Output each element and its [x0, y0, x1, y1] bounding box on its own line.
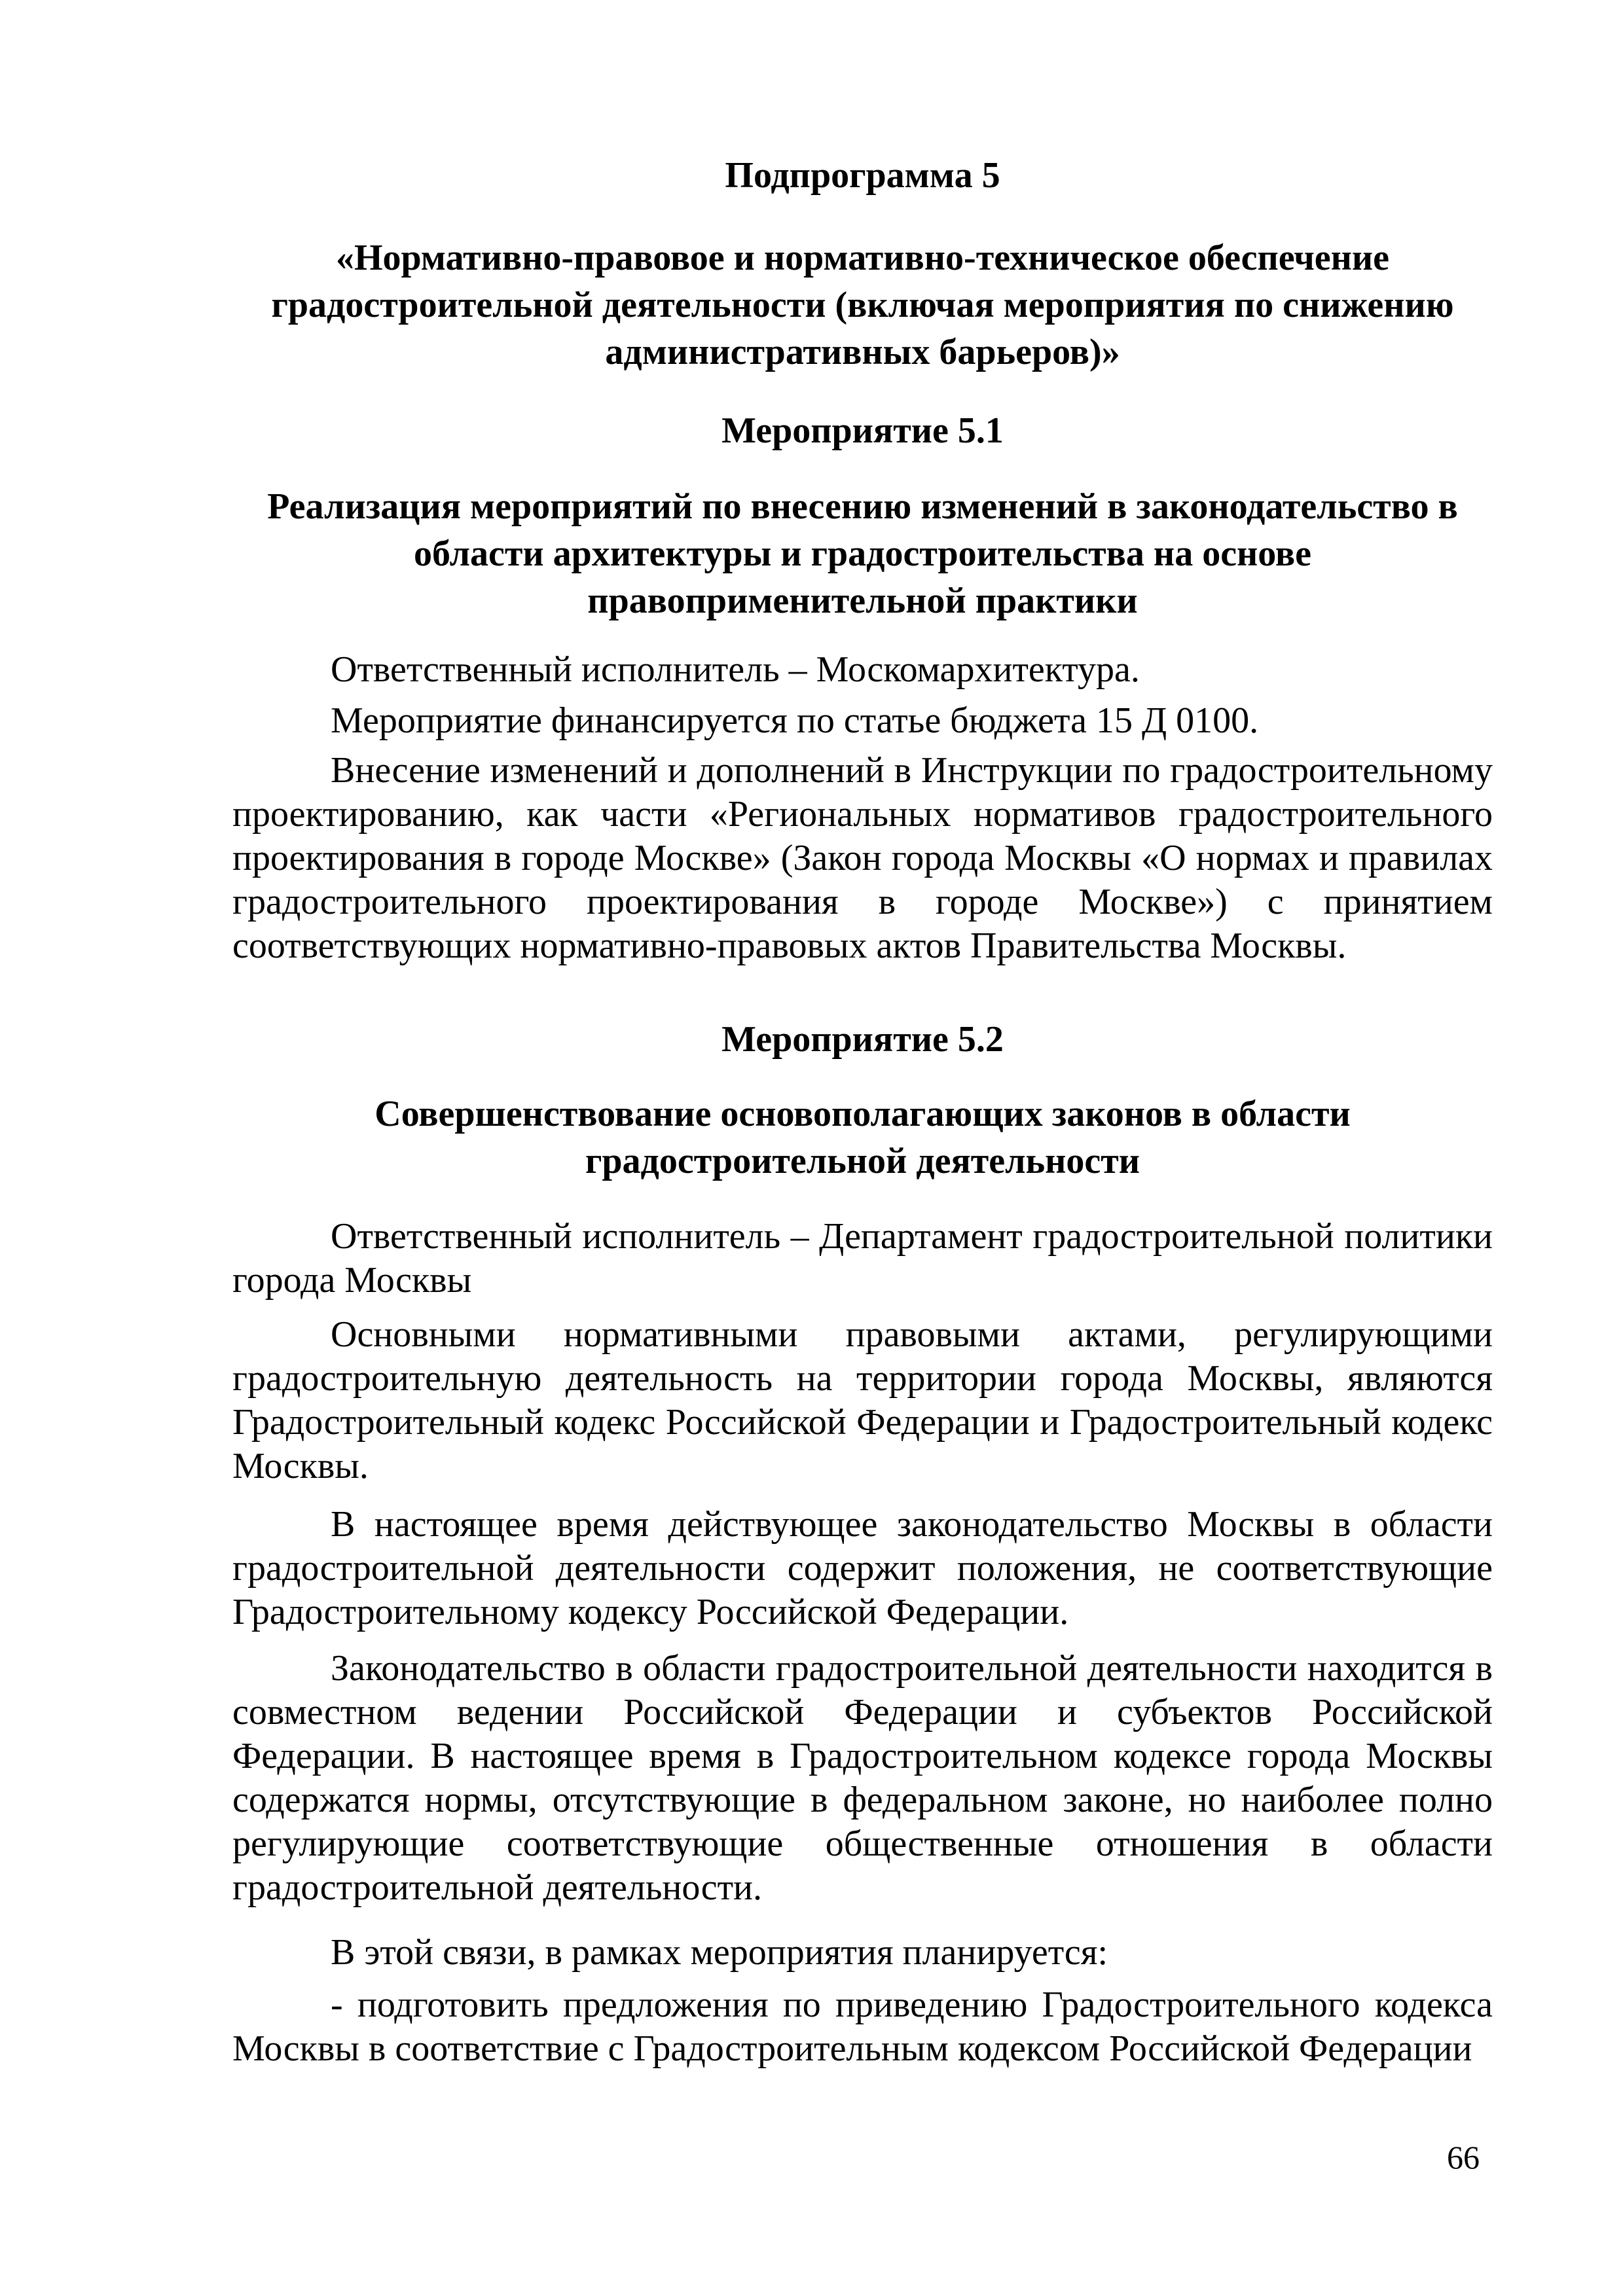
- measure-5-1-responsible: Ответственный исполнитель – Москомархитектура.: [331, 649, 1140, 690]
- measure-5-2-paragraph: В настоящее время действующее законодательство Москвы в области градостроительной деятельности содержит положения, не соответствующие Градостроительному кодексу Российской Федерации.: [232, 1504, 1493, 1632]
- measure-5-2-paragraph: Основными нормативными правовыми актами, регулирующими градостроительную деятельность на территории города Москвы, являются Градостроительный кодекс Российской Федерации и Градостроительный кодекс Москвы.: [232, 1314, 1493, 1486]
- measure-5-1-financing: Мероприятие финансируется по статье бюджета 15 Д 0100.: [331, 700, 1259, 741]
- subprogram-title: «Нормативно-правовое и нормативно-техническое обеспечение градостроительной деятельности (включая мероприятия по снижению административных барьеров)»: [271, 238, 1454, 372]
- document-page: [232, 0, 1493, 2296]
- measure-5-1-text: Внесение изменений и дополнений в Инструкции по градостроительному проектированию, как части «Региональных нормативов градостроительного проектирования в городе Москве» (Закон города Москвы «О нормах и правилах градостроительного проектирования в городе Москве») с принятием соответствующих нормативно-правовых актов Правительства Москвы.: [232, 750, 1493, 966]
- page-number: 66: [1447, 2139, 1480, 2176]
- measure-5-2-paragraph: - подготовить предложения по приведению Градостроительного кодекса Москвы в соответствие с Градостроительным кодексом Российской Федерации: [232, 1984, 1493, 2069]
- measure-5-2-paragraph: Законодательство в области градостроительной деятельности находится в совместном ведении Российской Федерации и субъектов Российской Федерации. В настоящее время в Градостроительном кодексе города Москвы содержатся нормы, отсутствующие в федеральном законе, но наиболее полно регулирующие соответствующие общественные отношения в области градостроительной деятельности.: [232, 1648, 1493, 1908]
- measure-5-2-paragraph: В этой связи, в рамках мероприятия планируется:: [331, 1932, 1108, 1973]
- subprogram-heading: Подпрограмма 5: [725, 155, 1000, 196]
- measure-5-1-number: Мероприятие 5.1: [721, 410, 1004, 451]
- measure-5-2-responsible: Ответственный исполнитель – Департамент градостроительной политики города Москвы: [232, 1216, 1493, 1300]
- measure-5-1-title: Реализация мероприятий по внесению изменений в законодательство в области архитектуры и градостроительства на основе правоприменительной практики: [267, 486, 1458, 621]
- measure-5-2-number: Мероприятие 5.2: [721, 1019, 1004, 1060]
- measure-5-2-title: Совершенствование основополагающих законов в области градостроительной деятельности: [374, 1094, 1351, 1181]
